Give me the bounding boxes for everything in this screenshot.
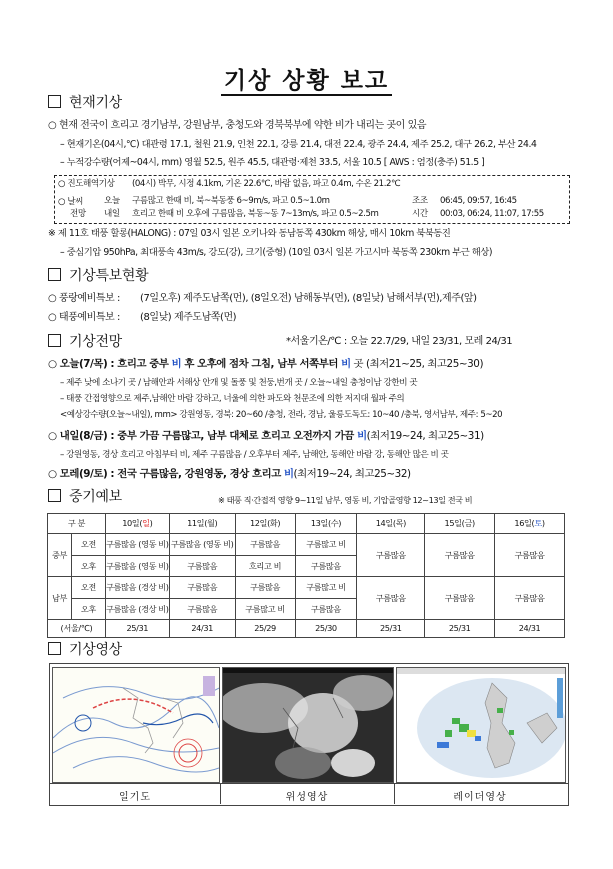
today-outlook-text-2: 후 오후에 점차 그침, 남부 서쪽부터 — [181, 358, 342, 370]
section-outlook-heading — [48, 334, 122, 350]
jindo-label: ○ 진도해역기상 — [58, 179, 115, 189]
forecast-cell: 구름많음 — [495, 577, 565, 620]
weather-chart-graphic — [53, 668, 219, 782]
forecast-cell: 구름많음 — [169, 556, 235, 577]
header-cell: 11일(월) — [169, 514, 235, 534]
radar-image — [396, 667, 566, 783]
forecast-cell: 흐리고 비 — [235, 556, 295, 577]
rain-word: 비 — [171, 358, 182, 370]
tomorrow-outlook-detail: – 강원영동, 경상 흐리고 아침부터 비, 제주 구름많음 / 오후부터 제주, 남해안, 동해안 바람 강, 동해안 많은 비 곳 — [60, 450, 449, 460]
today-label: 오늘 — [104, 196, 120, 206]
table-row — [48, 534, 565, 556]
page-title — [0, 62, 613, 95]
today-outlook-detail-2: – 태풍 간접영향으로 제주,남해안 바람 강하고, 너울에 의한 파도와 천문조에 의한 저지대 월파 주의 — [60, 394, 405, 404]
forecast-cell: 구름많음 (영동 비) — [169, 534, 235, 556]
section-label: 기상특보현황 — [69, 268, 149, 284]
today-outlook-range: 곳 (최저21~25, 최고25~30) — [350, 358, 484, 370]
today-outlook-text: ○ 오늘(7/목) : 흐리고 중부 — [48, 358, 172, 370]
seoul-temperatures: *서울기온/℃ : 오늘 22.7/29, 내일 23/31, 모레 24/31 — [286, 336, 513, 347]
period-cell: 오전 — [71, 534, 105, 556]
title-text: 기상 상황 보고 — [221, 68, 392, 96]
temp-cell: 25/31 — [425, 620, 495, 638]
section-images-heading — [48, 642, 122, 658]
typhoon-info: ※ 제 11호 태풍 할롱(HALONG) : 07일 03시 일본 오키나와 동남동쪽 430km 해상, 매시 10km 북북동진 — [48, 228, 451, 239]
dayafter-outlook — [48, 468, 411, 480]
wind-wave-advisory: (7일오후) 제주도남쪽(먼), (8일오전) 남해동부(먼), (8일낮) 남해서부(먼),제주(앞) — [140, 293, 477, 304]
satellite-graphic — [223, 668, 393, 782]
expected-precipitation: <예상강수량(오늘~내일), mm> 강원영동, 경북: 20~60 /충청, 전라, 경남, 울릉도독도: 10~40 /충북, 영서남부, 제주: 5~20 — [60, 410, 503, 420]
header-weekday: 일 — [142, 518, 150, 528]
temp-cell: 24/31 — [495, 620, 565, 638]
header-cell: 15일(금) — [425, 514, 495, 534]
current-temperature: – 현재기온(04시,℃) 대관령 17.1, 철원 21.9, 인천 22.1, 강릉 21.4, 대전 22.4, 광주 24.4, 제주 25.2, 대구 26.2, 부산 24.4 — [60, 139, 537, 150]
forecast-cell: 구름많음 — [357, 577, 425, 620]
forecast-cell: 구름많음 — [235, 577, 295, 599]
current-summary: ○ 현재 전국이 흐리고 경기남부, 강원남부, 충청도와 경북북부에 약한 비가 내리는 곳이 있음 — [48, 120, 427, 131]
header-cell: 13일(수) — [295, 514, 357, 534]
midterm-note: ※ 태풍 직·간접적 영향 9~11일 남부, 영동 비, 기압골영향 12~13일 전국 비 — [218, 495, 473, 505]
temp-cell: 25/31 — [105, 620, 169, 638]
table-header-row — [48, 514, 565, 534]
table-row — [48, 577, 565, 599]
forecast-cell: 구름많음 (경상 비) — [105, 599, 169, 620]
header-cell: 12일(화) — [235, 514, 295, 534]
checkbox-icon — [48, 334, 61, 347]
caption-divider — [394, 783, 395, 804]
dayafter-outlook-text: ○ 모레(9/토) : 전국 구름많음, 강원영동, 경상 흐리고 — [48, 468, 284, 480]
region-cell: 남부 — [48, 577, 72, 620]
time-label: 시간 — [412, 209, 428, 219]
period-cell: 오전 — [71, 577, 105, 599]
temp-cell: 25/31 — [357, 620, 425, 638]
header-cell — [495, 514, 565, 534]
section-label: 기상영상 — [69, 642, 122, 658]
temp-cell: 25/30 — [295, 620, 357, 638]
forecast-label-2: 전망 — [70, 209, 86, 219]
header-date: 10일( — [122, 518, 143, 528]
forecast-cell: 구름많음 — [495, 534, 565, 577]
forecast-cell: 구름많음 — [169, 577, 235, 599]
caption-divider — [220, 783, 221, 804]
checkbox-icon — [48, 95, 61, 108]
time-values: 00:03, 06:24, 11:07, 17:55 — [440, 209, 544, 219]
caption-radar: 레이더영상 — [453, 792, 507, 803]
satellite-image — [222, 667, 394, 783]
radar-graphic — [397, 668, 565, 782]
forecast-cell: 구름많음 — [169, 599, 235, 620]
region-cell: 중부 — [48, 534, 72, 577]
midterm-forecast-table — [47, 513, 565, 638]
typhoon-advisory: (8일낮) 제주도남쪽(먼) — [140, 312, 237, 323]
period-cell: 오후 — [71, 599, 105, 620]
forecast-cell: 구름많고 비 — [235, 599, 295, 620]
forecast-cell: 구름많음 — [425, 577, 495, 620]
section-special-heading — [48, 268, 148, 284]
header-weekday: 토 — [534, 518, 542, 528]
section-label: 현재기상 — [69, 95, 122, 111]
checkbox-icon — [48, 489, 61, 502]
caption-divider — [49, 783, 568, 784]
tide-times: 06:45, 09:57, 16:45 — [440, 196, 517, 206]
tomorrow-forecast: 흐리고 한때 비 오후에 구름많음, 북동~동 7~13m/s, 파고 0.5~2.5m — [132, 209, 379, 219]
rain-word: 비 — [357, 430, 367, 442]
section-midterm-heading — [48, 489, 122, 505]
caption-satellite: 위성영상 — [285, 792, 329, 803]
forecast-cell: 구름많음 — [295, 556, 357, 577]
table-row — [48, 620, 565, 638]
forecast-cell: 구름많음 — [295, 599, 357, 620]
header-cell: 14일(목) — [357, 514, 425, 534]
today-outlook — [48, 358, 483, 370]
forecast-cell: 구름많음 (영동 비) — [105, 534, 169, 556]
tomorrow-outlook — [48, 430, 484, 442]
forecast-cell: 구름많고 비 — [295, 577, 357, 599]
typhoon-advisory-label: ○ 태풍예비특보 : — [48, 312, 120, 323]
header-date: 16일( — [514, 518, 535, 528]
temp-cell: 25/29 — [235, 620, 295, 638]
current-precipitation: – 누적강수량(어제~04시, mm) 영월 52.5, 원주 45.5, 대관령·제천 33.5, 서울 10.5 [ AWS : 엄정(충주) 51.5 ] — [60, 157, 485, 168]
dayafter-outlook-range: (최저19~24, 최고25~32) — [293, 468, 411, 480]
tomorrow-outlook-text: ○ 내일(8/금) : 중부 가끔 구름많고, 남부 대체로 흐리고 오전까지 가끔 — [48, 430, 358, 442]
wind-wave-advisory-label: ○ 풍랑예비특보 : — [48, 293, 120, 304]
caption-weather-chart: 일기도 — [119, 792, 151, 803]
section-label: 기상전망 — [69, 334, 122, 350]
rain-word: 비 — [341, 358, 351, 370]
header-cell: 구 분 — [48, 514, 106, 534]
forecast-cell: 구름많음 (영동 비) — [105, 556, 169, 577]
checkbox-icon — [48, 268, 61, 281]
period-cell: 오후 — [71, 556, 105, 577]
forecast-cell: 구름많음 — [357, 534, 425, 577]
jindo-observation: (04시) 박무, 시정 4.1km, 기온 22.6℃, 바람 없음, 파고 0.4m, 수온 21.2℃ — [132, 179, 401, 189]
tide-label: 조조 — [412, 196, 428, 206]
header-cell — [105, 514, 169, 534]
tomorrow-label: 내일 — [104, 209, 120, 219]
section-current-heading — [48, 95, 122, 111]
header-date-end: ) — [541, 518, 545, 528]
today-forecast: 구름많고 한때 비, 북~북동풍 6~9m/s, 파고 0.5~1.0m — [132, 196, 330, 206]
forecast-cell: 구름많음 — [235, 534, 295, 556]
today-outlook-detail-1: – 제주 낮에 소나기 곳 / 남해안과 서해상 안개 및 돌풍 및 천둥,번개 곳 / 오늘~내일 충청이남 강한비 곳 — [60, 378, 418, 388]
tomorrow-outlook-range: (최저19~24, 최고25~31) — [366, 430, 484, 442]
weather-chart-image — [52, 667, 220, 783]
forecast-cell: 구름많고 비 — [295, 534, 357, 556]
forecast-cell: 구름많음 — [425, 534, 495, 577]
forecast-label: ○ 날씨 — [58, 197, 84, 207]
checkbox-icon — [48, 642, 61, 655]
typhoon-detail: – 중심기압 950hPa, 최대풍속 43m/s, 강도(강), 크기(중형) (10일 03시 일본 가고시마 북동쪽 230km 부근 해상) — [60, 247, 493, 258]
rain-word: 비 — [283, 468, 294, 480]
header-date-end: ) — [149, 518, 153, 528]
forecast-cell: 구름많음 (경상 비) — [105, 577, 169, 599]
seoul-label-cell: (서울/℃) — [48, 620, 106, 638]
temp-cell: 24/31 — [169, 620, 235, 638]
section-label: 중기예보 — [69, 489, 122, 505]
